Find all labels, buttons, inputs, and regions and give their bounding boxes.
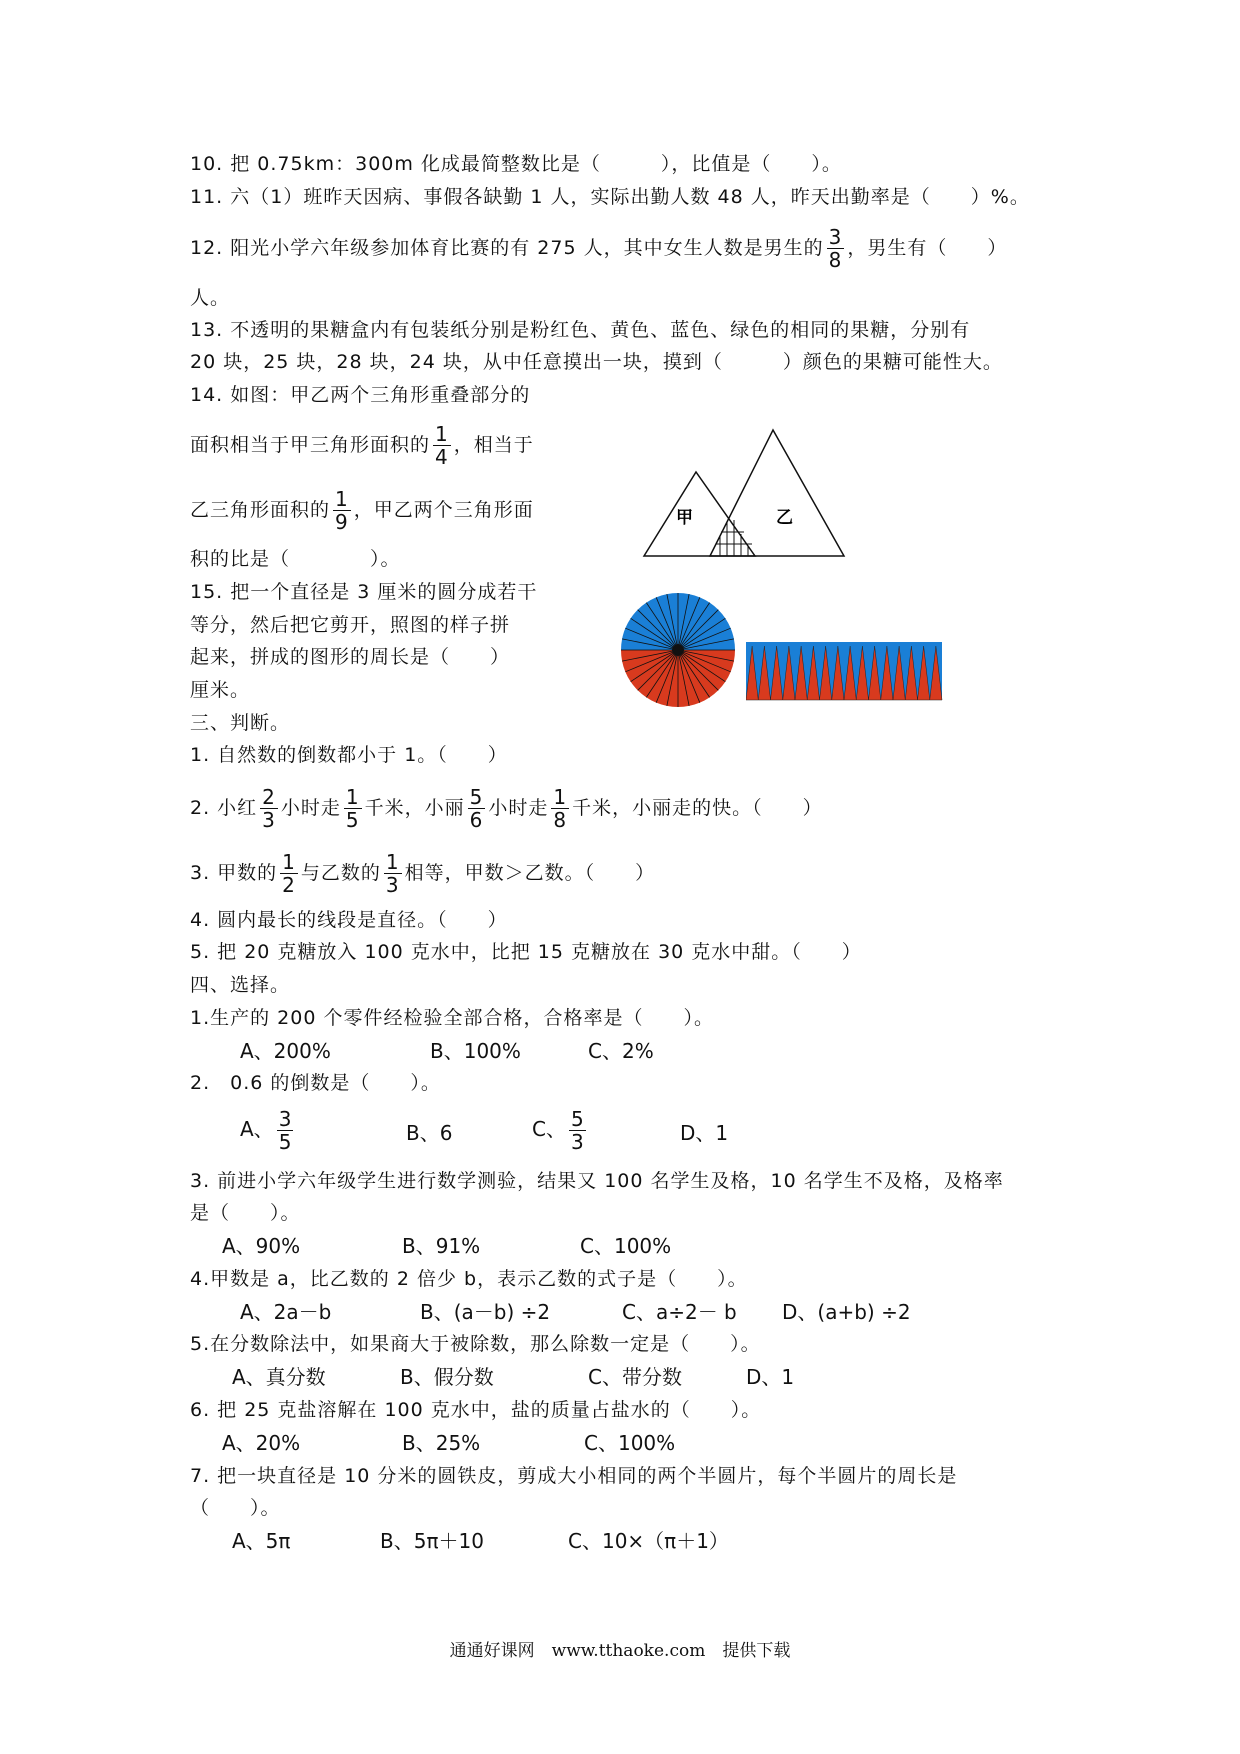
judge-1: 1. 自然数的倒数都小于 1。（ ） [190,744,508,766]
fraction: $\frac{3}{8}$ [828,225,843,272]
fraction: $\frac{5}{6}$ [469,785,484,832]
question-15-line1: 15. 把一个直径是 3 厘米的圆分成若干 [190,581,538,603]
sliced-circle-figure [618,590,738,710]
fraction: $\frac{1}{8}$ [553,785,568,832]
section-3-heading: 三、判断。 [190,712,291,734]
choice-4: 4.甲数是 a，比乙数的 2 倍少 b，表示乙数的式子是（ ）。 [190,1268,748,1290]
choice-5-option-a: A、真分数 [232,1365,326,1389]
rearranged-rectangle-figure [746,642,946,704]
choice-6-option-a: A、20% [222,1431,301,1455]
choice-7-line2: （ ）。 [190,1497,281,1519]
choice-3-line2: 是（ ）。 [190,1202,301,1224]
footer-download-note: 通通好课网 www.tthaoke.com 提供下载 [449,1641,791,1661]
question-11: 11. 六（1）班昨天因病、事假各缺勤 1 人，实际出勤人数 48 人，昨天出勤率是（ ）%。 [190,186,1030,208]
choice-3-option-b: B、91% [402,1234,481,1258]
fraction: $\frac{1}{9}$ [335,487,349,534]
choice-5-option-b: B、假分数 [400,1365,494,1389]
triangle-jia [644,472,755,556]
fraction: $\frac{1}{2}$ [282,850,296,897]
choice-5-option-d: D、1 [746,1365,795,1389]
circle-center [672,644,684,656]
judge-5: 5. 把 20 克糖放入 100 克水中，比把 15 克糖放在 30 克水中甜。（ ） [190,941,862,963]
label-jia: 甲 [676,508,693,528]
choice-4-option-c: C、a÷2－ b [622,1300,737,1324]
choice-2: 2. 0.6 的倒数是（ ）。 [190,1072,441,1094]
choice-4-option-a: A、2a－b [240,1300,332,1324]
choice-2-option-a: A、 $\frac{3}{5}$ [240,1107,292,1154]
choice-5: 5.在分数除法中，如果商大于被除数，那么除数一定是（ ）。 [190,1333,761,1355]
judge-4: 4. 圆内最长的线段是直径。（ ） [190,909,508,931]
choice-7-option-c: C、10×（π＋1） [568,1529,729,1553]
choice-6-option-b: B、25% [402,1431,481,1455]
question-13-line1: 13. 不透明的果糖盒内有包装纸分别是粉红色、黄色、蓝色、绿色的相同的果糖，分别有 [190,319,971,341]
label-yi: 乙 [776,508,793,528]
choice-2-option-d: D、1 [680,1121,729,1145]
triangles-figure [640,420,850,560]
question-12 [190,226,1007,271]
triangle-yi [710,430,844,556]
question-12-text: 12. 阳光小学六年级参加体育比赛的有 275 人，其中女生人数是男生的 [190,237,824,259]
question-10: 10. 把 0.75km：300m 化成最简整数比是（ ），比值是（ ）。 [190,153,842,175]
section-4-heading: 四、选择。 [190,974,291,996]
question-14-line3: 乙三角形面积的 $\frac{1}{9}$ ，甲乙两个三角形面 [190,487,534,534]
fraction: $\frac{3}{5}$ [278,1107,292,1154]
question-12-tail: ，男生有（ ） [847,237,1008,259]
choice-7-option-a: A、5π [232,1529,291,1553]
choice-4-option-d: D、(a+b) ÷2 [782,1300,911,1324]
fraction: $\frac{1}{4}$ [435,422,449,469]
fraction: $\frac{1}{5}$ [345,785,360,832]
choice-7-line1: 7. 把一块直径是 10 分米的圆铁皮，剪成大小相同的两个半圆片，每个半圆片的周长是 [190,1465,958,1487]
question-14-line4: 积的比是（ ）。 [190,548,401,570]
judge-3: 3. 甲数的 $\frac{1}{2}$ 与乙数的 $\frac{1}{3}$ 相等，甲数＞乙数。（ ） [190,850,656,897]
overlap-hatching [716,520,752,556]
choice-2-option-b: B、6 [406,1121,453,1145]
choice-6-option-c: C、100% [584,1431,676,1455]
question-15-line3: 起来，拼成的图形的周长是（ ） [190,646,511,668]
question-15-line4: 厘米。 [190,679,251,701]
judge-2: 2. 小红 $\frac{2}{3}$ 小时走 $\frac{1}{5}$ 千米，小丽 $\frac{5}{6}$ 小时走 $\frac{1}{8}$ 千米，小丽走的快。（ ） [190,785,823,832]
choice-3-option-a: A、90% [222,1234,301,1258]
choice-1: 1.生产的 200 个零件经检验全部合格，合格率是（ ）。 [190,1007,714,1029]
choice-7-option-b: B、5π＋10 [380,1529,484,1553]
fraction: $\frac{2}{3}$ [262,785,276,832]
choice-1-option-a: A、200% [240,1039,331,1063]
choice-3-option-c: C、100% [580,1234,672,1258]
choice-1-option-b: B、100% [430,1039,521,1063]
question-12-continued: 人。 [190,287,231,309]
question-15-line2: 等分，然后把它剪开，照图的样子拼 [190,614,511,636]
choice-5-option-c: C、带分数 [588,1365,682,1389]
question-14-line2: 面积相当于甲三角形面积的 $\frac{1}{4}$ ，相当于 [190,422,534,469]
choice-4-option-b: B、(a－b) ÷2 [420,1300,551,1324]
choice-1-option-c: C、2% [588,1039,654,1063]
choice-6: 6. 把 25 克盐溶解在 100 克水中，盐的质量占盐水的（ ）。 [190,1399,762,1421]
question-14-line1: 14. 如图：甲乙两个三角形重叠部分的 [190,384,531,406]
question-13-line2: 20 块，25 块，28 块，24 块，从中任意摸出一块，摸到（ ）颜色的果糖可能性大。 [190,351,1003,373]
choice-2-option-c: C、 $\frac{5}{3}$ [532,1107,584,1154]
fraction: $\frac{5}{3}$ [570,1107,584,1154]
fraction: $\frac{1}{3}$ [385,850,400,897]
choice-3-line1: 3. 前进小学六年级学生进行数学测验，结果又 100 名学生及格，10 名学生不及格，及格率 [190,1170,1004,1192]
